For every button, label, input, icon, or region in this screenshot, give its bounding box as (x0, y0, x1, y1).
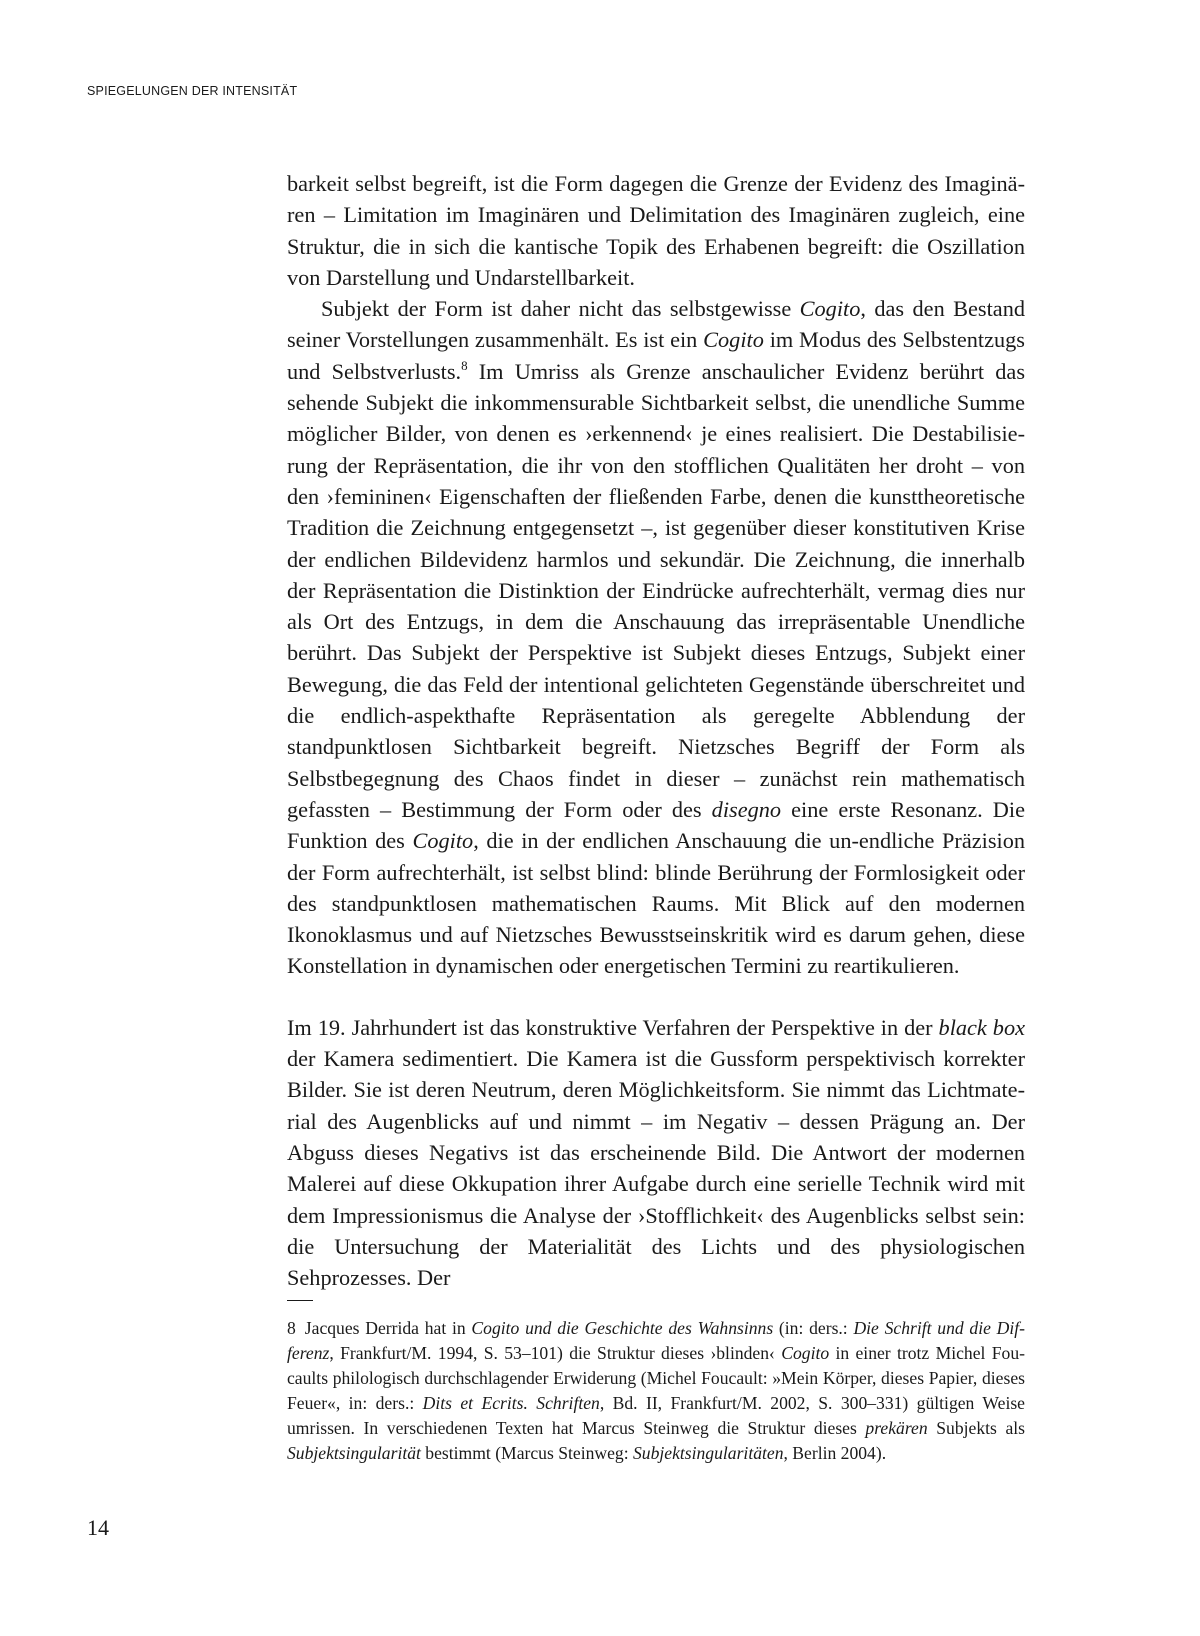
text-segment: Die Schrift und die Differenz (287, 1318, 1025, 1363)
main-text (287, 168, 1025, 1293)
text-segment: black box (938, 1014, 1025, 1040)
text-segment: Cogito (781, 1343, 830, 1363)
text-segment: Cogito und die Geschichte des Wahnsinns (471, 1318, 774, 1338)
text-segment: Cogito (703, 327, 764, 353)
text-segment: Jacques Derrida hat in (304, 1318, 472, 1338)
footnote-marker: 8 (461, 357, 468, 373)
text-segment: Dits et Ecrits. Schriften (422, 1393, 600, 1413)
text-segment: Subjektsingularitäten (632, 1443, 784, 1463)
paragraph-3 (287, 1012, 1025, 1294)
paragraph-2 (287, 293, 1025, 982)
footnote (287, 1316, 1025, 1466)
text-segment: im Modus des Selbstentzugs und Selbstverlusts. (287, 327, 1025, 384)
text-segment: bestimmt (Marcus Steinweg: (420, 1443, 633, 1463)
text-segment: , die in der endlichen Anschauung die un-endliche Präzision der Form aufrechterhält, ist selbst blind: blinde Berührung der Formlosigkeit oder des standpunktlosen mathematischen Raums. Mit Blick auf den modernen Ikonoklasmus und auf Nietzsches Bewusstseinskritik wird es darum gehen, diese Konstellation in dynamischen oder energetischen Termini zu reartikulieren. (287, 828, 1026, 979)
text-segment: prekären (865, 1418, 928, 1438)
page-number: 14 (87, 1515, 109, 1540)
paragraph-1 (287, 168, 1025, 293)
text-segment: eine erste Resonanz. Die Funktion des (287, 796, 1025, 854)
text-segment: der Kamera sedimentiert. Die Kamera ist die Gussform perspektivisch korrekter Bilder. Sie ist deren Neutrum, deren Möglichkeitsform. Sie nimmt das Lichtmaterial des Augenblicks auf und nimmt – im Negativ – dessen Prägung an. Der Abguss dieses Negativs ist das erscheinende Bild. Die Antwort der modernen Malerei auf diese Okkupation ihrer Aufgabe durch eine serielle Technik wird mit dem Impressionismus die Analyse der ›Stofflichkeit‹ des Augenblicks selbst sein: die Untersuchung der Materialität des Lichts und des physiologischen Sehprozesses. Der (287, 1046, 1025, 1291)
text-segment: Cogito (799, 296, 861, 322)
text-segment: , Bd. II, Frankfurt/M. 2002, S. 300–331) gültigen Weise umrissen. In verschiedenen Texten hat Marcus Steinweg die Struktur dieses (287, 1393, 1025, 1438)
text-segment: in einer trotz Michel Foucaults philologisch durchschlagender Erwiderung (Michel Foucault: »Mein Körper, dieses Papier, dieses Feuer«, in: ders.: (287, 1343, 1025, 1413)
text-segment: , Berlin 2004). (783, 1443, 887, 1463)
text-segment: Subjektsingularität (287, 1443, 421, 1463)
text-segment: Cogito (412, 828, 474, 854)
text-segment: barkeit selbst begreift, ist die Form dagegen die Grenze der Evidenz des Imaginären – Limitation im Imaginären und Delimitation des Imaginären zugleich, eine Struktur, die in sich die kantische Topik des Erhabenen begreift: die Oszillation von Darstellung und Undarstellbarkeit. (287, 171, 1025, 290)
running-head: SPIEGELUNGEN DER INTENSITÄT (87, 84, 298, 98)
text-segment: Im Umriss als Grenze anschaulicher Evidenz berührt das sehende Subjekt die inkommensurable Sichtbarkeit selbst, die unendliche Summe möglicher Bilder, von denen es ›erkennend‹ je eines realisiert. Die Destabilisierung der Repräsentation, die ihr von den stofflichen Qualitäten her droht – von den ›femininen‹ Eigenschaften der fließenden Farbe, denen die kunsttheoretische Tradition die Zeichnung entgegensetzt –, ist gegenüber dieser konstitutiven Krise der endlichen Bildevidenz harmlos und sekundär. Die Zeichnung, die innerhalb der Repräsentation die Distinktion der Eindrücke aufrechterhält, vermag dies nur als Ort des Entzugs, in dem die Anschauung das irrepräsentable Unendliche berührt. Das Subjekt der Perspektive ist Subjekt dieses Entzugs, Subjekt einer Bewegung, die das Feld der intentional gelichteten Gegenstände überschreitet und die endlich-aspekthafte Repräsentation als geregelte Abblendung der standpunktlosen Sichtbarkeit begreift. Nietzsches Begriff der Form als Selbstbegegnung des Chaos findet in dieser – zunächst rein mathematisch gefassten – Bestimmung der Form oder des (287, 358, 1025, 822)
text-segment: Subjekts als (927, 1418, 1025, 1438)
text-segment: , Frankfurt/M. 1994, S. 53–101) die Struktur dieses ›blinden‹ (329, 1343, 782, 1363)
text-segment: Im 19. Jahrhundert ist das konstruktive Verfahren der Perspektive in der (287, 1014, 939, 1040)
text-segment: (in: ders.: (773, 1318, 854, 1338)
text-segment: disegno (711, 796, 782, 822)
footnote-text (287, 1318, 1025, 1463)
footnote-number: 8 (287, 1318, 296, 1338)
text-segment: , das den Bestand seiner Vorstellungen zusammenhält. Es ist ein (287, 296, 1025, 353)
footnote-rule (287, 1300, 313, 1301)
text-segment: Subjekt der Form ist daher nicht das selbstgewisse (321, 296, 800, 322)
section-break (287, 982, 1025, 1012)
